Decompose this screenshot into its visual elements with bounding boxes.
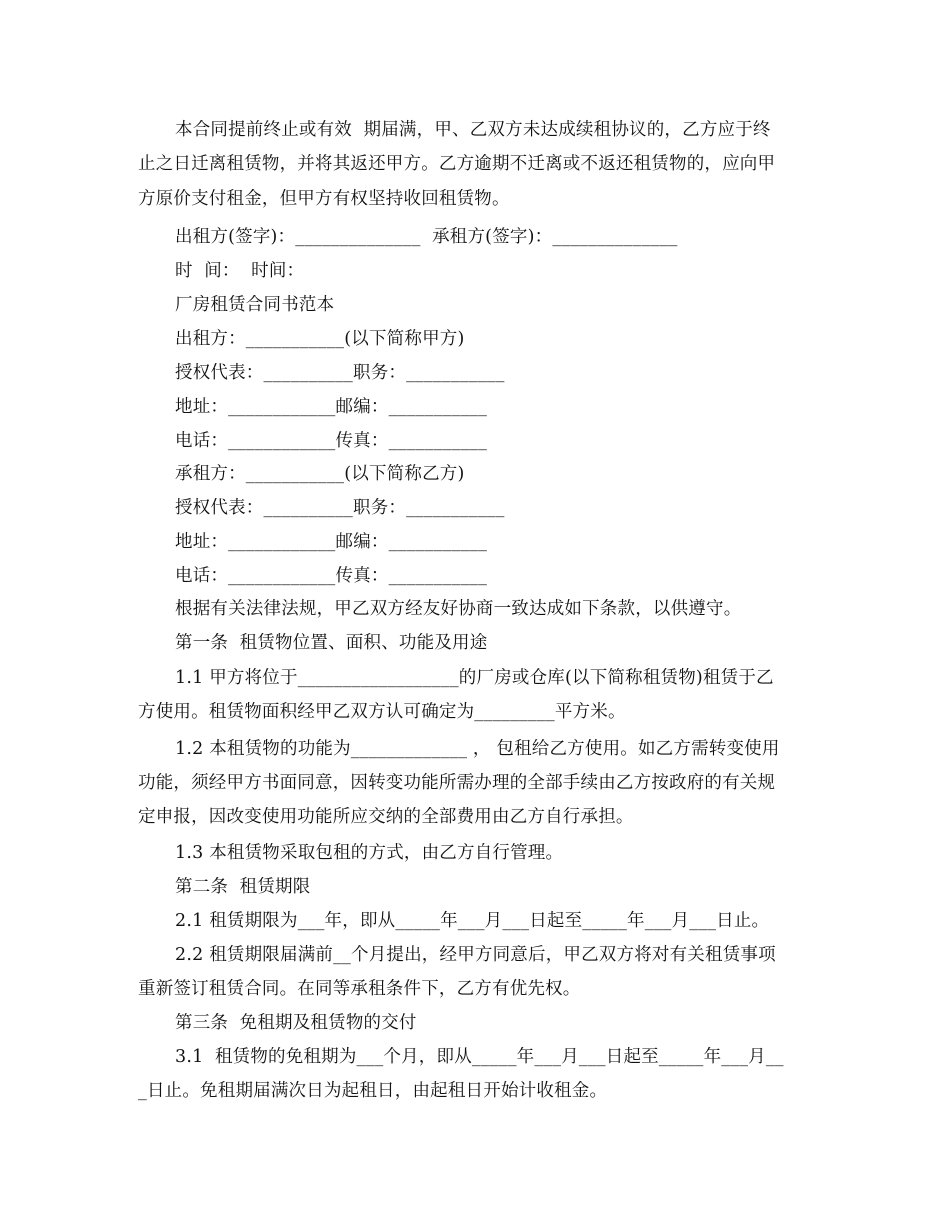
lessee-field: 承租方：___________(以下简称乙方): [175, 464, 465, 484]
clause-line: 1.2 本租赁物的功能为_____________ ， 包租给乙方使用。如乙方需转变使用: [175, 739, 780, 759]
clause-line: 3.1 租赁物的免租期为___个月，即从_____年___月___日起至_____年___月__: [175, 1047, 784, 1067]
clause-line: 2.1 租赁期限为___年，即从_____年___月___日起至_____年___月___日止。: [175, 911, 770, 931]
lessor-phone-field: 电话：____________传真：___________: [175, 431, 488, 451]
paragraph-line: 方原价支付租金，但甲方有权坚持收回租赁物。: [138, 189, 510, 209]
clause-line: 1.1 甲方将位于__________________的厂房或仓库(以下简称租赁物)租赁于乙: [175, 668, 774, 688]
clause-line: 重新签订租赁合同。在同等承租条件下，乙方有优先权。: [138, 979, 581, 999]
paragraph-line: 止之日迁离租赁物，并将其返还甲方。乙方逾期不迁离或不返还租赁物的，应向甲: [138, 154, 776, 174]
lessor-field: 出租方：___________(以下简称甲方): [175, 329, 465, 349]
clause-line: 2.2 租赁期限届满前__个月提出，经甲方同意后，甲乙双方将对有关租赁事项: [175, 945, 776, 965]
lessee-representative-field: 授权代表：__________职务：___________: [175, 498, 505, 518]
signature-line: 出租方(签字)：______________ 承租方(签字)：______________: [175, 227, 678, 247]
article-heading: 第三条 免租期及租赁物的交付: [175, 1013, 417, 1033]
clause-line: 定申报，因改变使用功能所应交纳的全部费用由乙方自行承担。: [138, 807, 634, 827]
clause-line: _日止。免租期届满次日为起租日，由起租日开始计收租金。: [138, 1081, 608, 1101]
clause-line: 1.3 本租赁物采取包租的方式，由乙方自行管理。: [175, 843, 564, 863]
date-line: 时 间： 时间：: [175, 261, 305, 281]
article-heading: 第二条 租赁期限: [175, 877, 311, 897]
lessor-address-field: 地址：____________邮编：___________: [175, 397, 488, 417]
lessee-address-field: 地址：____________邮编：___________: [175, 532, 488, 552]
lessor-representative-field: 授权代表：__________职务：___________: [175, 363, 505, 383]
lessee-phone-field: 电话：____________传真：___________: [175, 566, 488, 586]
document-title: 厂房租赁合同书范本: [175, 295, 335, 315]
paragraph-line: 本合同提前终止或有效 期届满，甲、乙双方未达成续租协议的，乙方应于终: [175, 120, 771, 140]
clause-line: 功能，须经甲方书面同意，因转变功能所需办理的全部手续由乙方按政府的有关规: [138, 773, 776, 793]
article-heading: 第一条 租赁物位置、面积、功能及用途: [175, 633, 488, 653]
preamble-line: 根据有关法律法规，甲乙双方经友好协商一致达成如下条款，以供遵守。: [175, 599, 742, 619]
clause-line: 方使用。租赁物面积经甲乙双方认可确定为_________平方米。: [138, 702, 626, 722]
